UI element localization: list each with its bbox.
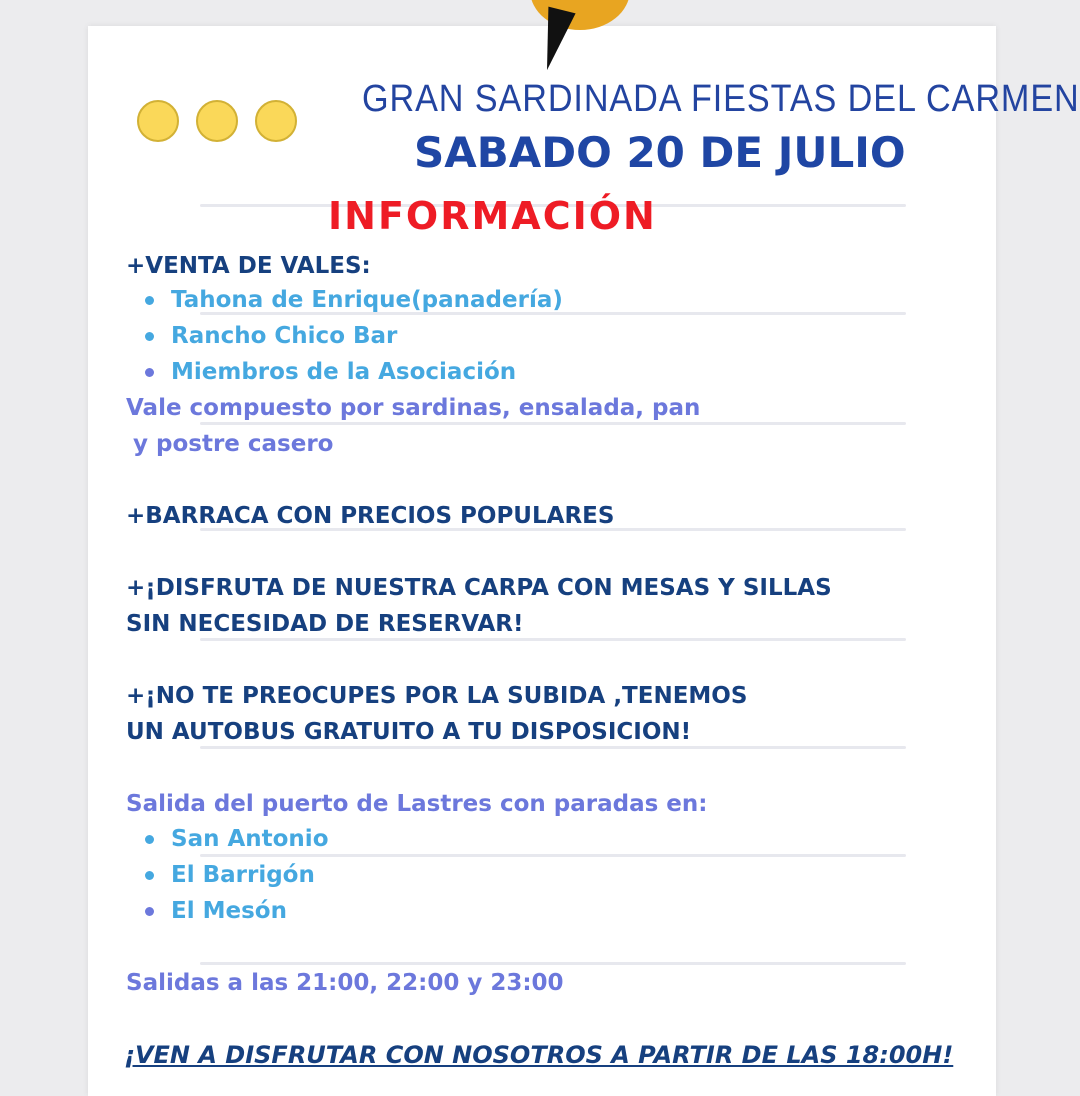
event-title: GRAN SARDINADA FIESTAS DEL CARMEN [362, 78, 1080, 120]
bus-text-2: UN AUTOBUS GRATUITO A TU DISPOSICION! [126, 719, 692, 745]
dot-icon [137, 100, 179, 142]
vales-description-1: Vale compuesto por sardinas, ensalada, pan [126, 395, 701, 421]
window-dots [137, 100, 297, 142]
bullet-icon [145, 368, 154, 377]
event-date: SABADO 20 DE JULIO [414, 128, 906, 177]
bullet-icon [145, 296, 154, 305]
vales-description-2: y postre casero [133, 431, 334, 457]
route-intro: Salida del puerto de Lastres con paradas en: [126, 791, 708, 817]
vales-item: Tahona de Enrique(panadería) [171, 287, 563, 313]
carpa-text-2: SIN NECESIDAD DE RESERVAR! [126, 611, 524, 637]
route-stop: El Barrigón [171, 862, 315, 888]
ruled-line [200, 746, 906, 749]
bullet-icon [145, 835, 154, 844]
ruled-line [200, 638, 906, 641]
route-stop: El Mesón [171, 898, 287, 924]
vales-item: Miembros de la Asociación [171, 359, 517, 385]
route-stop: San Antonio [171, 826, 329, 852]
footer-callout: ¡VEN A DISFRUTAR CON NOSOTROS A PARTIR DE LAS 18:00H! [124, 1041, 954, 1069]
dot-icon [255, 100, 297, 142]
vales-heading: +VENTA DE VALES: [126, 253, 371, 279]
section-heading: INFORMACIÓN [328, 194, 657, 238]
dot-icon [196, 100, 238, 142]
ruled-line [200, 422, 906, 425]
ruled-line [200, 962, 906, 965]
barraca-text: +BARRACA CON PRECIOS POPULARES [126, 503, 615, 529]
bullet-icon [145, 907, 154, 916]
bullet-icon [145, 332, 154, 341]
vales-item: Rancho Chico Bar [171, 323, 398, 349]
bus-text-1: +¡NO TE PREOCUPES POR LA SUBIDA ,TENEMOS [126, 683, 748, 709]
carpa-text-1: +¡DISFRUTA DE NUESTRA CARPA CON MESAS Y SILLAS [126, 575, 832, 601]
ruled-line [200, 854, 906, 857]
bullet-icon [145, 871, 154, 880]
route-times: Salidas a las 21:00, 22:00 y 23:00 [126, 970, 564, 996]
paper-sheet [88, 26, 1080, 1096]
